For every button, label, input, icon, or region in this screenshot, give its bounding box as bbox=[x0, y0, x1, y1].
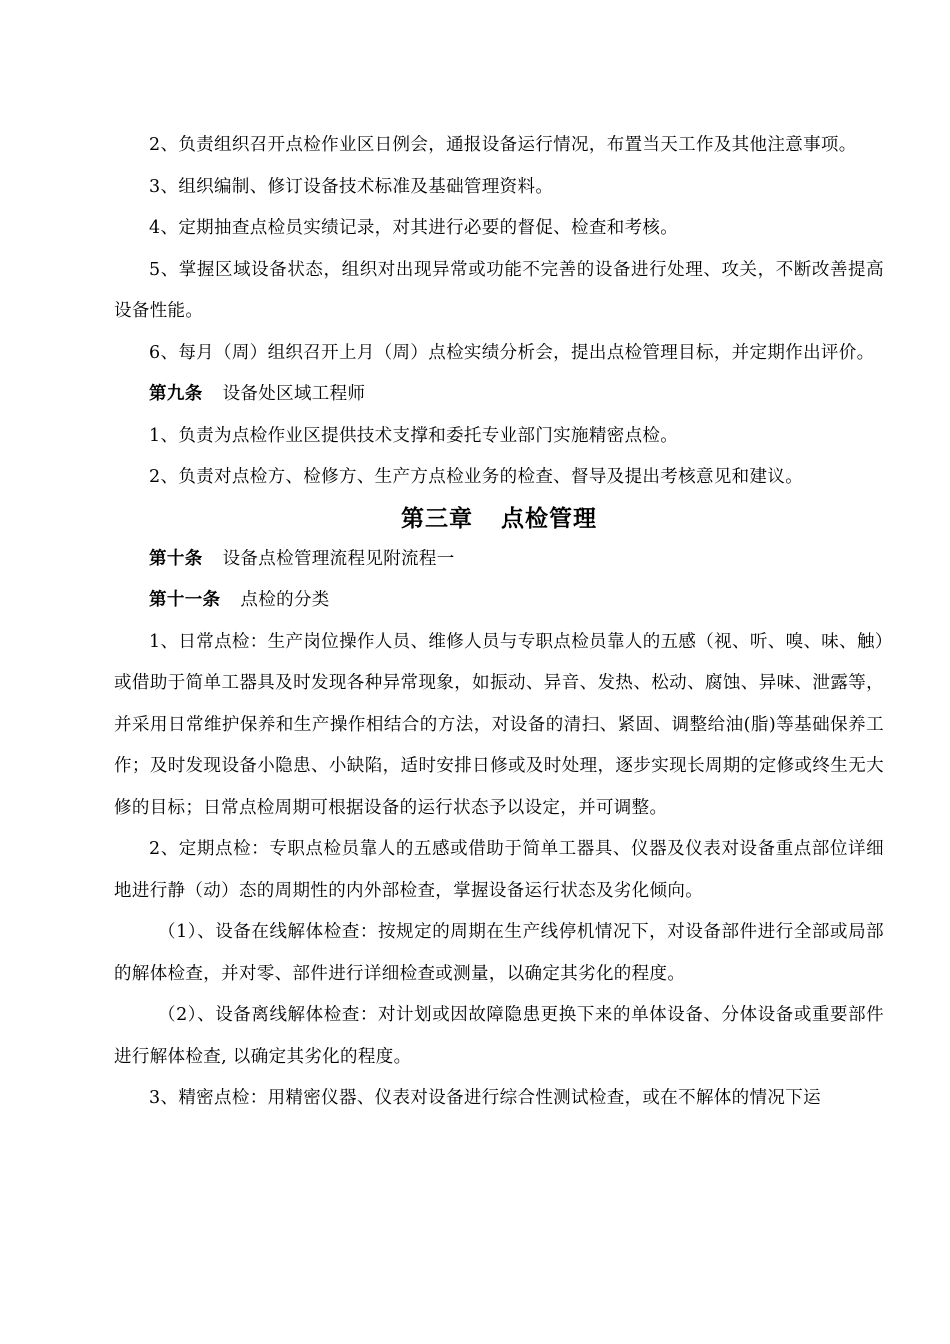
article-number: 第十条 bbox=[149, 548, 203, 569]
article-title: 设备点检管理流程见附流程一 bbox=[222, 548, 455, 569]
article-11-heading bbox=[114, 580, 884, 622]
paragraph: 6、每月（周）组织召开上月（周）点检实绩分析会，提出点检管理目标，并定期作出评价。 bbox=[149, 342, 875, 363]
paragraph: 4、定期抽查点检员实绩记录，对其进行必要的督促、检查和考核。 bbox=[149, 218, 679, 238]
paragraph: 2、负责对点检方、检修方、生产方点检业务的检查、督导及提出考核意见和建议。 bbox=[149, 467, 804, 487]
paragraph: 3、组织编制、修订设备技术标准及基础管理资料。 bbox=[149, 176, 554, 197]
article-number: 第十一条 bbox=[149, 590, 221, 610]
chapter-heading bbox=[114, 499, 884, 539]
paragraph: 3、精密点检：用精密仪器、仪表对设备进行综合性测试检查，或在不解体的情况下运 bbox=[149, 1088, 821, 1108]
chapter-title: 点检管理 bbox=[501, 504, 597, 532]
paragraph: 2、负责组织召开点检作业区日例会，通报设备运行情况，布置当天工作及其他注意事项。 bbox=[149, 135, 857, 155]
article-title: 点检的分类 bbox=[240, 590, 330, 610]
chapter-number: 第三章 bbox=[401, 504, 473, 532]
article-title: 设备处区域工程师 bbox=[222, 384, 366, 404]
paragraph: 2、定期点检：专职点检员靠人的五感或借助于简单工器具、仪器及仪表对设备重点部位详细地进行静（动）态的周期性的内外部检查，掌握设备运行状态及劣化倾向。 bbox=[114, 839, 884, 901]
paragraph: 1、负责为点检作业区提供技术支撑和委托专业部门实施精密点检。 bbox=[149, 425, 679, 446]
sub-paragraph: （2）、设备离线解体检查：对计划或因故障隐患更换下来的单体设备、分体设备或重要部件进行解体检查, 以确定其劣化的程度。 bbox=[114, 1005, 884, 1067]
sub-paragraph: （1）、设备在线解体检查：按规定的周期在生产线停机情况下，对设备部件进行全部或局部的解体检查，并对零、部件进行详细检查或测量，以确定其劣化的程度。 bbox=[114, 922, 884, 984]
article-10-heading bbox=[114, 539, 884, 581]
paragraph: 5、掌握区域设备状态，组织对出现异常或功能不完善的设备进行处理、攻关，不断改善提高设备性能。 bbox=[114, 259, 884, 321]
article-number: 第九条 bbox=[149, 384, 203, 404]
article-9-heading bbox=[114, 374, 884, 416]
paragraph: 1、日常点检：生产岗位操作人员、维修人员与专职点检员靠人的五感（视、听、嗅、味、触）或借助于简单工器具及时发现各种异常现象，如振动、异音、发热、松动、腐蚀、异味、泄露等，并采用日常维护保养和生产操作相结合的方法，对设备的清扫、紧固、调整给油(脂)等基础保养工作；及时发现设备小隐患、小缺陷，适时安排日修或及时处理，逐步实现长周期的定修或终生无大修的目标；日常点检周期可根据设备的运行状态予以设定，并可调整。 bbox=[114, 631, 884, 818]
document-page bbox=[114, 125, 884, 1120]
